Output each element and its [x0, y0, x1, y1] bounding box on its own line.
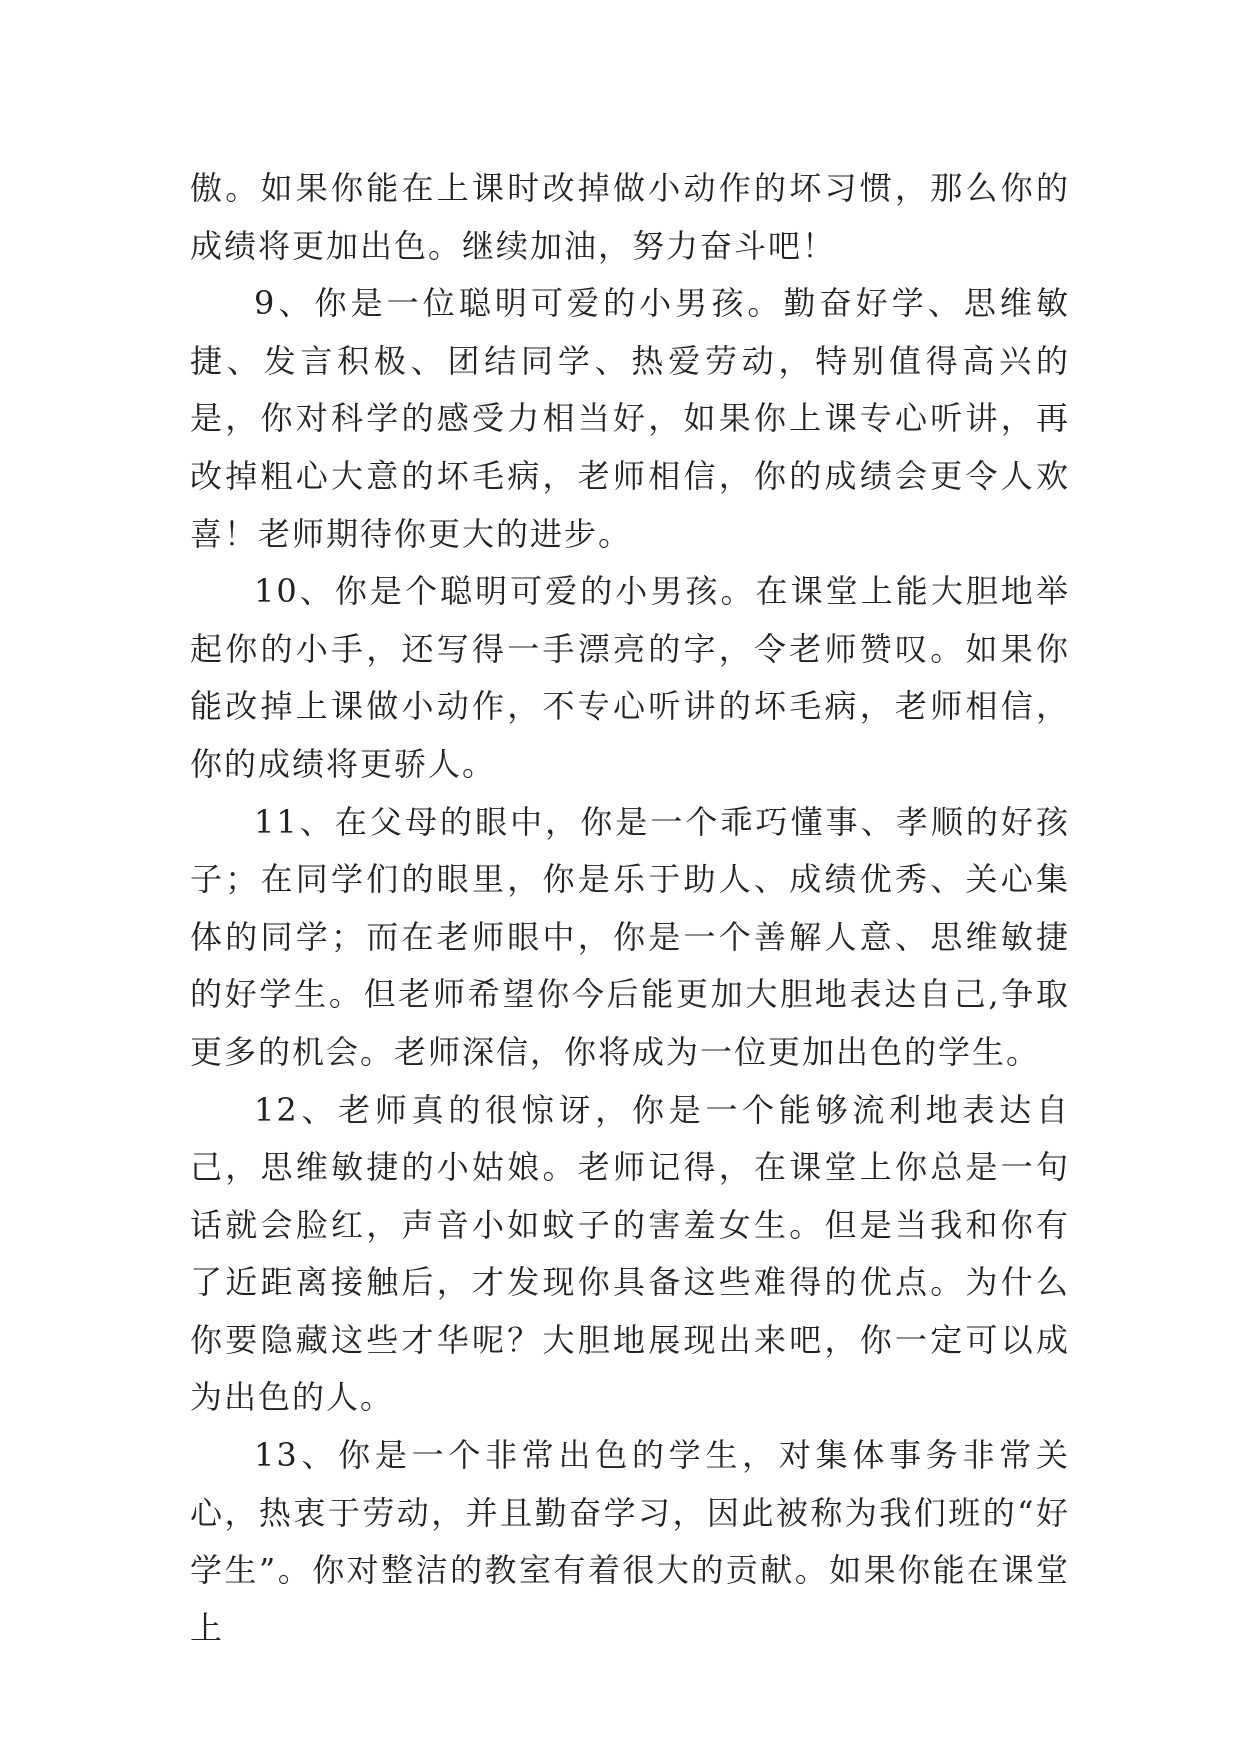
paragraph-comment-13: 13、你是一个非常出色的学生，对集体事务非常关心，热衷于劳动，并且勤奋学习，因此被称为我们班的“好学生”。你对整洁的教室有着很大的贡献。如果你能在课堂上 — [190, 1436, 1070, 1647]
paragraph-continued: 傲。如果你能在上课时改掉做小动作的坏习惯，那么你的成绩将更加出色。继续加油，努力奋斗吧！ — [190, 169, 1070, 265]
paragraph-comment-9: 9、你是一位聪明可爱的小男孩。勤奋好学、思维敏捷、发言积极、团结同学、热爱劳动，特别值得高兴的是，你对科学的感受力相当好，如果你上课专心听讲，再改掉粗心大意的坏毛病，老师相信，你的成绩会更令人欢喜！老师期待你更大的进步。 — [190, 284, 1070, 553]
document-body — [190, 160, 1070, 1657]
paragraph-comment-12: 12、老师真的很惊讶，你是一个能够流利地表达自己，思维敏捷的小姑娘。老师记得，在课堂上你总是一句话就会脸红，声音小如蚊子的害羞女生。但是当我和你有了近距离接触后，才发现你具备这些难得的优点。为什么你要隐藏这些才华呢？大胆地展现出来吧，你一定可以成为出色的人。 — [190, 1090, 1070, 1417]
paragraph-comment-10: 10、你是个聪明可爱的小男孩。在课堂上能大胆地举起你的小手，还写得一手漂亮的字，令老师赞叹。如果你能改掉上课做小动作，不专心听讲的坏毛病，老师相信，你的成绩将更骄人。 — [190, 572, 1070, 783]
paragraph-comment-11: 11、在父母的眼中，你是一个乖巧懂事、孝顺的好孩子；在同学们的眼里，你是乐于助人、成绩优秀、关心集体的同学；而在老师眼中，你是一个善解人意、思维敏捷的好学生。但老师希望你今后能更加大胆地表达自己,争取更多的机会。老师深信，你将成为一位更加出色的学生。 — [190, 802, 1070, 1071]
